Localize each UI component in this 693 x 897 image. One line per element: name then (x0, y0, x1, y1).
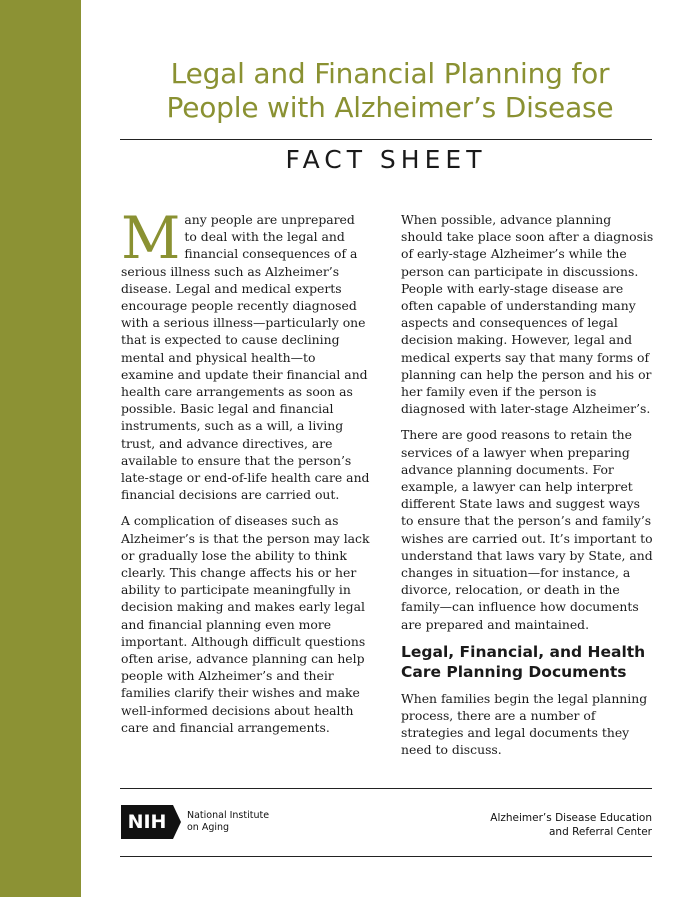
adear-center-name (490, 811, 652, 839)
nia-name (187, 810, 269, 834)
footer-divider-top (120, 788, 652, 789)
left-accent-bar (0, 0, 81, 897)
intro-paragraph (121, 204, 371, 503)
adear-line-1: Alzheimer’s Disease Education (490, 812, 652, 824)
adear-line-2: and Referral Center (548, 826, 652, 838)
drop-cap: M (121, 204, 181, 272)
footer-divider-bottom (120, 856, 652, 857)
advance-planning-paragraph: When possible, advance planning should take place soon after a diagnosis of early-stage Alzheimer’s while the person can participate in discussions. People with early-stage disease are often capable of understanding many aspects and consequences of legal decision making. However, legal and medical experts say that many forms of planning can help the person and his or her family even if the person is diagnosed with later-stage Alzheimer’s. (401, 212, 654, 417)
complication-paragraph: A complication of diseases such as Alzheimer’s is that the person may lack or gradually lose the ability to think clearly. This change affects his or her ability to participate meaningfully in decision making and makes early legal and financial planning even more important. Although difficult questions often arise, advance planning can help people with Alzheimer’s and their families clarify their wishes and make well-informed decisions about health care and financial arrangements. (121, 513, 370, 735)
right-column (401, 211, 655, 768)
intro-text: any people are unprepared to deal with the legal and financial consequences of a serious illness such as Alzheimer’s disease. Legal and medical experts encourage people recently diagnosed with a serious illness—particularly one that is expected to cause declining mental and physical health—to examine and update their financial and health care arrangements as soon as possible. Basic legal and financial instruments, such as a will, a living trust, and advance directives, are available to ensure that the person’s late-stage or end-of-life health care and financial decisions are carried out. (121, 212, 370, 503)
page-title (110, 57, 670, 125)
title-divider (120, 139, 652, 140)
nia-logo (121, 805, 269, 839)
left-column (121, 204, 371, 745)
nia-line-1: National Institute (187, 810, 270, 821)
documents-paragraph: When families begin the legal planning process, there are a number of strategies and legal documents they need to discuss. (401, 690, 648, 758)
section-heading: Legal, Financial, and Health Care Planning Documents (401, 642, 646, 681)
lawyer-paragraph: There are good reasons to retain the services of a lawyer when preparing advance planning documents. For example, a lawyer can help interpret different State laws and suggest ways to ensure that the person’s and family’s wishes are carried out. It’s important to understand that laws vary by State, and changes in situation—for instance, a divorce, relocation, or death in the family—can influence how documents are prepared and maintained. (401, 427, 653, 632)
fact-sheet-label: FACT SHEET (285, 145, 487, 174)
nih-logo-icon: NIH (121, 805, 173, 839)
nia-line-2: on Aging (187, 822, 230, 833)
title-line-2: People with Alzheimer’s Disease (166, 91, 614, 124)
title-line-1: Legal and Financial Planning for (170, 57, 610, 90)
